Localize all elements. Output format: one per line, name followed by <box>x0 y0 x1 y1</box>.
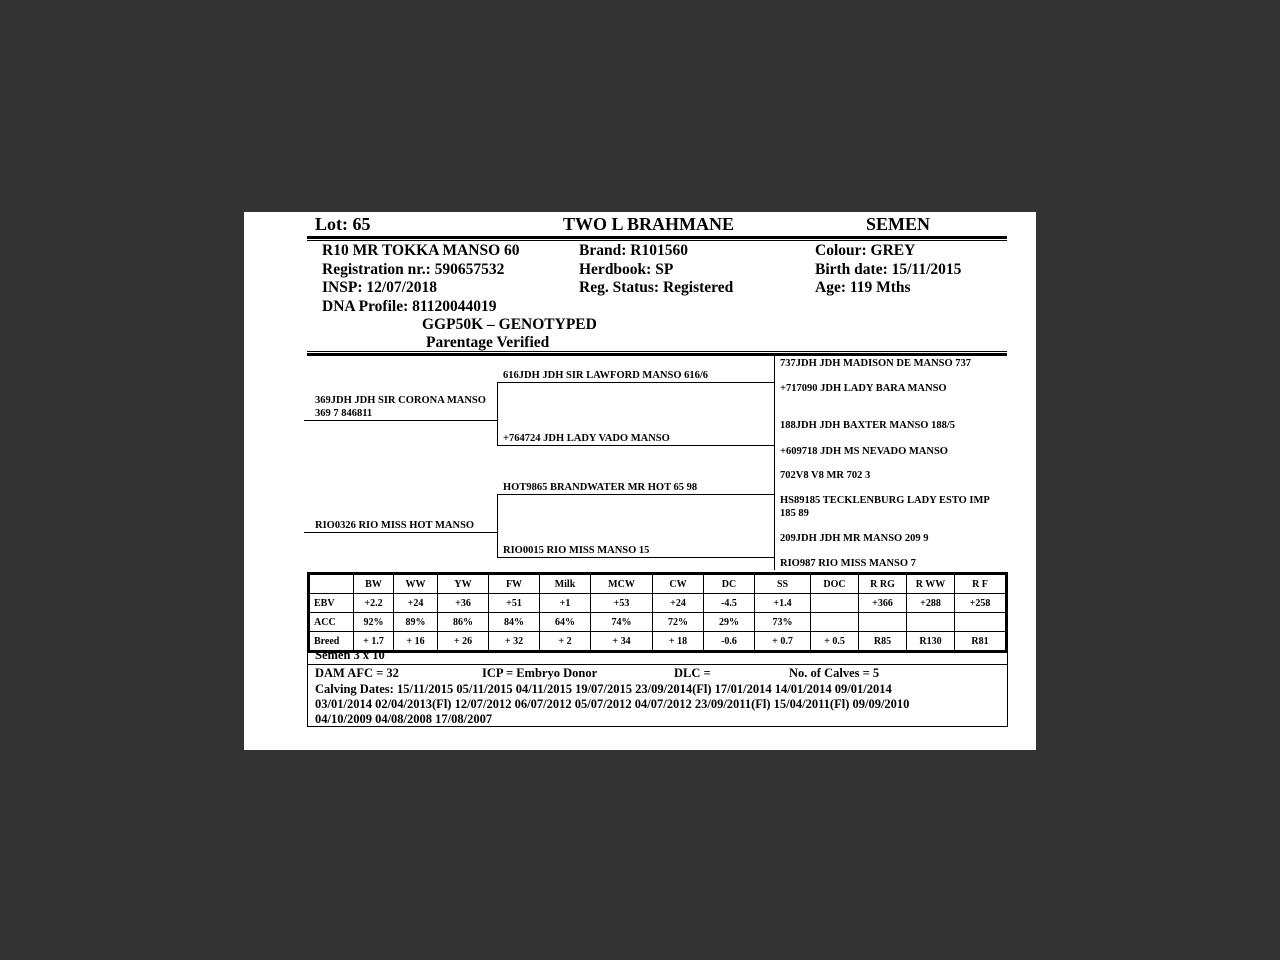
pedigree-ddd: RIO987 RIO MISS MANSO 7 <box>780 558 916 569</box>
table-cell: +366 <box>859 594 907 613</box>
pedigree-dsd-sub: 185 89 <box>780 508 809 519</box>
dlc: DLC = <box>674 666 711 680</box>
genotyped-status: GGP50K – GENOTYPED <box>422 316 597 333</box>
pedigree-dds: 209JDH JDH MR MANSO 209 9 <box>780 533 929 544</box>
table-cell: +288 <box>907 594 955 613</box>
table-cell: +1 <box>540 594 591 613</box>
table-cell: + 0.7 <box>755 632 811 652</box>
table-row <box>309 594 1007 613</box>
table-cell: + 26 <box>438 632 489 652</box>
table-row <box>309 613 1007 632</box>
column-header: R RG <box>859 574 907 594</box>
table-cell: R81 <box>955 632 1007 652</box>
table-cell: + 18 <box>653 632 704 652</box>
pedigree-dsd: HS89185 TECKLENBURG LADY ESTO IMP <box>780 495 990 506</box>
table-cell: R130 <box>907 632 955 652</box>
table-cell: 92% <box>354 613 394 632</box>
semen-info: Semen 3 x 10 <box>315 648 385 662</box>
catalogue-card <box>244 212 1036 750</box>
row-label: ACC <box>309 613 354 632</box>
reg-status: Reg. Status: Registered <box>579 279 734 296</box>
table-cell: +1.4 <box>755 594 811 613</box>
table-cell: +2.2 <box>354 594 394 613</box>
column-header: MCW <box>591 574 653 594</box>
table-cell: R85 <box>859 632 907 652</box>
column-header: R F <box>955 574 1007 594</box>
header-rule-thin <box>307 240 1007 241</box>
pedigree-sire-sub: 369 7 846811 <box>315 408 373 419</box>
table-cell <box>907 613 955 632</box>
info-rule <box>307 353 1007 356</box>
table-cell: +24 <box>394 594 438 613</box>
age: Age: 119 Mths <box>815 279 911 296</box>
ebv-table <box>307 572 1008 653</box>
table-cell: +36 <box>438 594 489 613</box>
brand: Brand: R101560 <box>579 242 688 259</box>
table-cell: +53 <box>591 594 653 613</box>
table-cell: 64% <box>540 613 591 632</box>
calving-dates-line-2: 03/01/2014 02/04/2013(Fl) 12/07/2012 06/07/2012 05/07/2012 04/07/2012 23/09/2011(Fl) 15/04/2011(Fl) 09/09/2010 <box>315 697 910 711</box>
column-header <box>309 574 354 594</box>
table-cell: +51 <box>489 594 540 613</box>
pedigree-dam: RIO0326 RIO MISS HOT MANSO <box>315 520 475 531</box>
table-cell: 74% <box>591 613 653 632</box>
pedigree-sss: 737JDH JDH MADISON DE MANSO 737 <box>780 358 972 369</box>
table-cell: + 1.7 <box>354 632 394 652</box>
ebv-header-row <box>309 574 1007 594</box>
table-cell: 72% <box>653 613 704 632</box>
calving-dates-line-1: Calving Dates: 15/11/2015 05/11/2015 04/11/2015 19/07/2015 23/09/2014(Fl) 17/01/2014 14/01/2014 09/01/2014 <box>315 682 892 696</box>
pedigree-dss: 702V8 V8 MR 702 3 <box>780 470 871 481</box>
table-cell: + 16 <box>394 632 438 652</box>
pedigree-sdd: +609718 JDH MS NEVADO MANSO <box>780 446 948 457</box>
table-cell: -4.5 <box>704 594 755 613</box>
calving-dates-line-3: 04/10/2009 04/08/2008 17/08/2007 <box>315 712 493 726</box>
table-cell: +24 <box>653 594 704 613</box>
icp: ICP = Embryo Donor <box>482 666 598 680</box>
pedigree-sds: 188JDH JDH BAXTER MANSO 188/5 <box>780 420 956 431</box>
pedigree-sire-sire: 616JDH JDH SIR LAWFORD MANSO 616/6 <box>503 370 709 381</box>
table-cell: + 0.5 <box>811 632 859 652</box>
pedigree-sire: 369JDH JDH SIR CORONA MANSO <box>315 395 486 406</box>
table-cell: 84% <box>489 613 540 632</box>
column-header: Milk <box>540 574 591 594</box>
table-cell <box>811 594 859 613</box>
row-label: EBV <box>309 594 354 613</box>
table-cell <box>859 613 907 632</box>
table-cell: +258 <box>955 594 1007 613</box>
column-header: WW <box>394 574 438 594</box>
table-cell: + 32 <box>489 632 540 652</box>
dam-afc: DAM AFC = 32 <box>315 666 399 680</box>
table-cell <box>811 613 859 632</box>
colour: Colour: GREY <box>815 242 916 259</box>
column-header: FW <box>489 574 540 594</box>
table-cell: 86% <box>438 613 489 632</box>
lot-number: Lot: 65 <box>315 214 371 234</box>
parentage-status: Parentage Verified <box>426 334 550 351</box>
dna-profile: DNA Profile: 81120044019 <box>322 298 497 315</box>
no-of-calves: No. of Calves = 5 <box>789 666 880 680</box>
table-cell: 73% <box>755 613 811 632</box>
column-header: SS <box>755 574 811 594</box>
animal-name: R10 MR TOKKA MANSO 60 <box>322 242 520 259</box>
insp-date: INSP: 12/07/2018 <box>322 279 437 296</box>
table-cell: 89% <box>394 613 438 632</box>
pedigree-dam-sire: HOT9865 BRANDWATER MR HOT 65 98 <box>503 482 698 493</box>
pedigree-sire-dam: +764724 JDH LADY VADO MANSO <box>503 433 670 444</box>
column-header: CW <box>653 574 704 594</box>
column-header: YW <box>438 574 489 594</box>
breeder-name: TWO L BRAHMANE <box>563 214 735 234</box>
table-cell: -0.6 <box>704 632 755 652</box>
column-header: DC <box>704 574 755 594</box>
header-rule <box>307 236 1007 239</box>
column-header: DOC <box>811 574 859 594</box>
pedigree-dam-dam: RIO0015 RIO MISS MANSO 15 <box>503 545 650 556</box>
info-rule-thin <box>307 351 1007 352</box>
column-header: BW <box>354 574 394 594</box>
pedigree-ssd: +717090 JDH LADY BARA MANSO <box>780 383 947 394</box>
table-cell <box>955 613 1007 632</box>
table-cell: + 34 <box>591 632 653 652</box>
table-cell: 29% <box>704 613 755 632</box>
column-header: R WW <box>907 574 955 594</box>
table-cell: + 2 <box>540 632 591 652</box>
herdbook: Herdbook: SP <box>579 261 674 278</box>
row-label: Breed <box>309 632 354 652</box>
listing-type: SEMEN <box>866 214 931 234</box>
birth-date: Birth date: 15/11/2015 <box>815 261 962 278</box>
registration-number: Registration nr.: 590657532 <box>322 261 505 278</box>
